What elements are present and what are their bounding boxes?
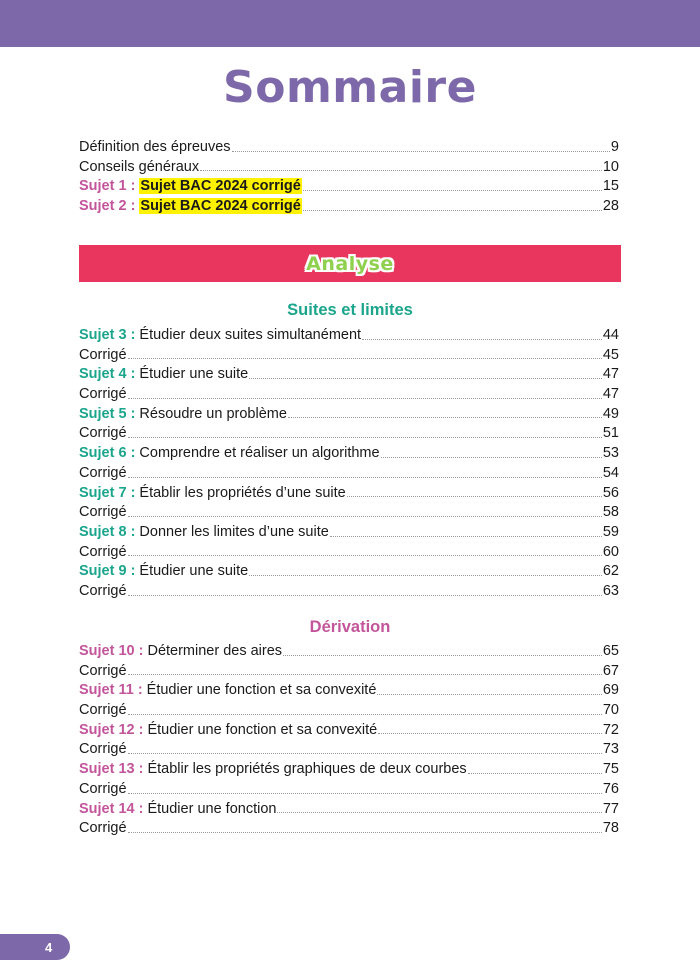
toc-page-number: 9 [610,139,619,155]
toc-row-corrige [79,346,619,366]
toc-leader-dots [249,574,602,576]
toc-page-number: 60 [602,543,619,560]
toc-entry-label [79,642,282,662]
toc-entry-label [79,138,231,158]
section-title-suites: Suites et limites [287,301,413,319]
toc-entry-label [79,800,276,820]
toc-entry-text: Établir les propriétés graphiques de deux courbes [147,761,467,778]
toc-page-number: 53 [602,445,619,462]
toc-entry-text: Corrigé [79,346,127,363]
toc-entry-label [79,662,127,682]
toc-page-number: 15 [602,178,619,195]
toc-page-number: 59 [602,523,619,540]
toc-page-number: 51 [602,425,619,442]
toc-entry-text: Étudier une fonction et sa convexité [147,721,378,738]
toc-leader-dots [128,397,602,399]
toc-entry-prefix: Sujet 10 : [79,643,144,659]
toc-row [79,721,619,741]
toc-entry-prefix: Sujet 5 : [79,405,136,422]
toc-leader-dots [362,338,602,340]
toc-row [79,562,619,582]
toc-row-corrige [79,543,619,563]
toc-row [79,326,619,346]
toc-entry-label [79,582,127,602]
toc-entry-text: Étudier deux suites simultanément [139,327,362,343]
toc-page-number: 67 [602,662,619,679]
toc-entry-label [79,760,467,780]
toc-page-number: 77 [602,800,619,817]
toc-leader-dots [128,436,602,438]
section-band [79,245,621,282]
toc-entry-prefix: Sujet 4 : [79,366,136,383]
toc-entry-prefix: Sujet 3 : [79,327,136,343]
toc-entry-label [79,197,302,217]
toc-entry-prefix: Sujet 6 : [79,445,136,462]
toc-entry-text: Étudier une suite [139,563,249,580]
toc-page-number: 58 [602,504,619,521]
toc-row [79,444,619,464]
toc-leader-dots [378,732,602,734]
toc-leader-dots [128,594,602,596]
toc-row [79,642,619,662]
toc-row [79,523,619,543]
toc-leader-dots [128,752,602,754]
toc-entry-label [79,819,127,839]
page-number: 4 [45,939,53,955]
toc-leader-dots [128,476,602,478]
toc-entry-prefix: Sujet 14 : [79,800,144,817]
toc-entry-label [79,523,329,543]
toc-entry-text: Comprendre et réaliser un algorithme [139,445,380,462]
toc-entry-text: Corrigé [79,780,127,797]
toc-row-corrige [79,503,619,523]
toc-page-number: 78 [602,820,619,837]
toc-page-number: 63 [602,582,619,599]
toc-row-corrige [79,701,619,721]
toc-entry-label [79,346,127,366]
toc-entry-prefix: Sujet 2 : [79,198,136,215]
toc-row-corrige [79,464,619,484]
toc-entry-label [79,543,127,563]
toc-entry-text: Corrigé [79,386,127,403]
toc-leader-dots [249,377,602,379]
toc-entry-label [79,780,127,800]
toc-page-number: 75 [602,761,619,778]
toc-row [79,138,619,158]
toc-entry-label [79,464,127,484]
section-title-derivation: Dérivation [309,618,391,636]
toc-entry-text: Corrigé [79,662,127,679]
intro-toc [79,138,619,217]
toc-entry-prefix: Sujet 12 : [79,721,144,738]
toc-leader-dots [232,150,610,152]
toc-entry-prefix: Sujet 13 : [79,761,144,778]
toc-row-corrige [79,819,619,839]
toc-page-number: 72 [602,721,619,738]
toc-entry-label [79,701,127,721]
toc-entry-prefix: Sujet 11 : [79,682,143,699]
toc-entry-label [79,385,127,405]
toc-entry-label [79,721,377,741]
toc-page-number: 49 [602,405,619,422]
toc-row-corrige [79,662,619,682]
toc-page-number: 47 [602,386,619,403]
page-title: Sommaire [223,62,477,113]
header-bar [0,0,700,47]
toc-leader-dots [303,209,602,211]
toc-row-corrige [79,740,619,760]
toc-row-corrige [79,424,619,444]
toc-page-number: 47 [602,366,619,383]
toc-entry-text: Corrigé [79,543,127,560]
toc-page-number: 76 [602,780,619,797]
toc-entry-text: Étudier une fonction [147,800,277,817]
toc-entry-label [79,365,248,385]
toc-row-corrige [79,385,619,405]
toc-page-number: 62 [602,563,619,580]
toc-entry-text: Définition des épreuves [79,139,231,155]
toc-entry-prefix: Sujet 7 : [79,484,136,501]
toc-page-number: 54 [602,464,619,481]
toc-entry-label [79,681,376,701]
toc-entry-text: Corrigé [79,425,127,442]
toc-row-corrige [79,780,619,800]
toc-entry-text: Étudier une suite [139,366,249,383]
toc-leader-dots [128,515,602,517]
toc-entry-text: Résoudre un problème [139,405,287,422]
toc-entry-label [79,503,127,523]
toc-leader-dots [377,693,601,695]
toc-entry-prefix: Sujet 9 : [79,563,136,580]
toc-entry-text: Corrigé [79,741,127,758]
toc-entry-text: Étudier une fonction et sa convexité [146,682,377,699]
toc-leader-dots [381,456,602,458]
toc-entry-text: Déterminer des aires [147,643,283,659]
toc-page-number: 45 [602,346,619,363]
derivation-toc [79,642,619,839]
suites-toc [79,326,619,602]
toc-entry-text: Corrigé [79,464,127,481]
toc-leader-dots [128,831,602,833]
toc-entry-label [79,326,361,346]
toc-entry-prefix: Sujet 8 : [79,523,136,540]
toc-leader-dots [200,169,602,171]
toc-leader-dots [128,554,602,556]
toc-leader-dots [283,654,602,656]
band-label: Analyse [306,252,394,275]
toc-row [79,197,619,217]
toc-entry-text: Corrigé [79,582,127,599]
toc-row-corrige [79,582,619,602]
toc-entry-text: Corrigé [79,504,127,521]
toc-row [79,484,619,504]
toc-row [79,405,619,425]
toc-leader-dots [468,772,602,774]
toc-page-number: 10 [602,158,619,175]
toc-page-number: 44 [602,327,619,343]
toc-entry-label [79,444,380,464]
page-number-tab [0,934,70,960]
toc-leader-dots [303,189,602,191]
toc-leader-dots [288,416,602,418]
toc-entry-label [79,484,346,504]
toc-entry-text: Donner les limites d’une suite [139,523,329,540]
toc-entry-prefix: Sujet 1 : [79,178,136,195]
toc-row [79,365,619,385]
toc-page-number: 70 [602,702,619,719]
toc-entry-highlight: Sujet BAC 2024 corrigé [140,178,301,195]
toc-entry-label [79,740,127,760]
toc-entry-highlight: Sujet BAC 2024 corrigé [140,198,301,215]
toc-row [79,158,619,178]
toc-leader-dots [128,673,602,675]
toc-leader-dots [128,357,602,359]
toc-entry-label [79,562,248,582]
toc-leader-dots [128,792,602,794]
toc-row [79,800,619,820]
toc-entry-text: Conseils généraux [79,158,200,175]
toc-entry-text: Corrigé [79,702,127,719]
toc-entry-label [79,177,302,197]
toc-entry-label [79,424,127,444]
toc-row [79,177,619,197]
toc-page-number: 28 [602,198,619,215]
toc-page-number: 73 [602,741,619,758]
toc-row [79,760,619,780]
toc-leader-dots [347,495,602,497]
toc-entry-text: Établir les propriétés d’une suite [139,484,346,501]
toc-entry-label [79,158,199,178]
toc-page-number: 65 [602,643,619,659]
toc-entry-label [79,405,287,425]
toc-page-number: 56 [602,484,619,501]
toc-row [79,681,619,701]
toc-leader-dots [330,535,602,537]
toc-entry-text: Corrigé [79,820,127,837]
toc-page-number: 69 [602,682,619,699]
toc-leader-dots [277,811,601,813]
toc-leader-dots [128,713,602,715]
